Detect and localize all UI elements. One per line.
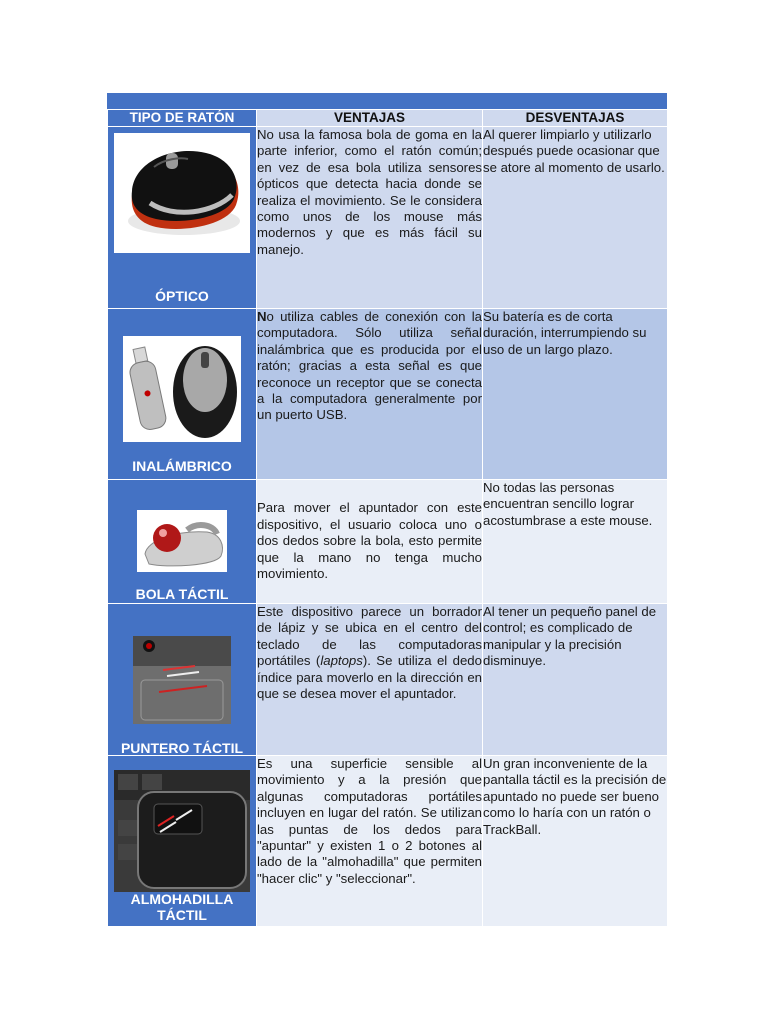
- desventajas-cell: No todas las personas encuentran sencillo lograr acostumbrase a este mouse.: [483, 480, 668, 604]
- table-row: [108, 480, 668, 604]
- tipo-label: PUNTERO TÁCTIL: [120, 740, 244, 756]
- tipo-label: ÓPTICO: [155, 288, 209, 304]
- pointing-stick-image: [133, 636, 231, 724]
- desventajas-cell: Un gran inconveniente de la pantalla táctil es la precisión de apuntado no puede ser bueno como lo haría con un ratón o TrackBall.: [483, 756, 668, 927]
- optical-mouse-image: [114, 133, 250, 253]
- ventajas-cell: [257, 604, 483, 756]
- header-tipo: TIPO DE RATÓN: [108, 110, 257, 127]
- header-desventajas: DESVENTAJAS: [483, 110, 668, 127]
- touchpad-image: [114, 770, 250, 892]
- ventajas-rest: o utiliza cables de conexión con la computadora. Sólo utiliza señal inalámbrica que es producida por el ratón; gracias a esta señal es que reconoce un receptor que se conecta a la computadora generalmente por un puerto USB.: [257, 309, 482, 423]
- tipo-cell: [108, 309, 257, 480]
- ventajas-text-b: ). Se utiliza el dedo índice para moverlo en la dirección en que se desea mover el apuntador.: [257, 653, 482, 702]
- tipo-label: BOLA TÁCTIL: [135, 586, 229, 602]
- ventajas-italic: laptops: [320, 653, 363, 669]
- table-row: [108, 604, 668, 756]
- desventajas-cell: Su batería es de corta duración, interrumpiendo su uso de un largo plazo.: [483, 309, 668, 480]
- tipo-cell: [108, 127, 257, 309]
- ventajas-cell: No usa la famosa bola de goma en la parte inferior, como el ratón común; en vez de esa bola utiliza sensores ópticos que detecta hacia donde se realiza el movimiento. Se le considera como unos de los mouse más modernos y que es más fácil su manejo.: [257, 127, 483, 309]
- ventajas-cell: Es una superficie sensible al movimiento y a la presión que algunas computadoras portátiles incluyen en lugar del ratón. Se utilizan las puntas de los dedos para "apuntar" y existen 1 o 2 botones al lado de la "almohadilla" que permiten "hacer clic" y "seleccionar".: [257, 756, 483, 927]
- tipo-label: ALMOHADILLA TÁCTIL: [130, 891, 234, 923]
- table-row: [108, 127, 668, 309]
- table-header-row: [108, 110, 668, 127]
- trackball-image: [137, 510, 227, 572]
- wireless-mouse-image: [123, 336, 241, 442]
- desventajas-cell: Al querer limpiarlo y utilizarlo después puede ocasionar que se atore al momento de usarlo.: [483, 127, 668, 309]
- tipo-cell: [108, 756, 257, 927]
- table-row: [108, 756, 668, 927]
- tipo-label: INALÁMBRICO: [132, 458, 232, 474]
- ventajas-text-a: Este dispositivo parece un borrador de lápiz y se ubica en el centro del teclado de las computadoras portátiles (: [257, 604, 482, 669]
- mouse-types-table: [107, 109, 668, 927]
- ventajas-initial: N: [257, 309, 267, 324]
- desventajas-cell: Al tener un pequeño panel de control; es complicado de manipular y la precisión disminuye.: [483, 604, 668, 756]
- tipo-cell: [108, 480, 257, 604]
- table-top-band: [107, 93, 667, 109]
- header-ventajas: VENTAJAS: [257, 110, 483, 127]
- ventajas-cell: [257, 309, 483, 480]
- table-row: [108, 309, 668, 480]
- tipo-cell: [108, 604, 257, 756]
- ventajas-cell: Para mover el apuntador con este dispositivo, el usuario coloca uno o dos dedos sobre la bola, esto permite que la mano no tenga mucho movimiento.: [257, 480, 483, 604]
